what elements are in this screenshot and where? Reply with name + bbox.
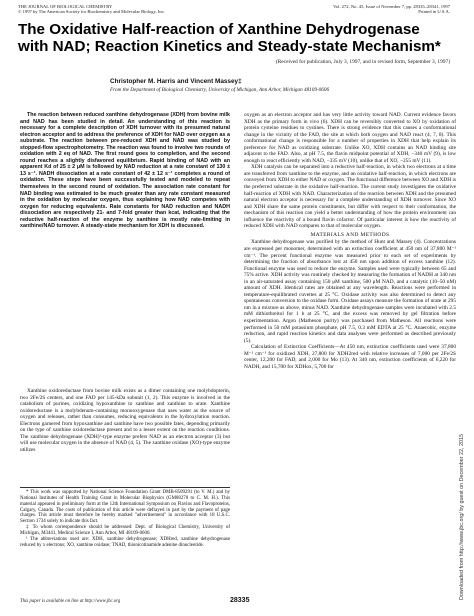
issue-info: Vol. 272, No. 45, Issue of November 7, pp. 28335–28341, 1997	[333, 4, 450, 9]
journal-header-left	[18, 4, 165, 15]
download-watermark	[459, 420, 469, 600]
abstract: The reaction between reduced xanthine dehydrogenase (XDH) from bovine milk and NAD has been studied in detail. An understanding of this reaction is necessary for a complete description of XDH turnover with its presumed natural electron acceptor and to address the preference of XDH for NAD over oxygen as a substrate. The reaction between pre-reduced XDH and NAD was studied by stopped-flow spectrophotometry. The reaction was found to involve two rounds of oxidation with 2 eq of NAD. The first round goes to completion, and the second round reaches a slightly disfavored equilibrium. Rapid binding of NAD with an apparent Kd of 25 ± 2 μM is followed by NAD reduction at a rate constant of 130 ± 13 s⁻¹. NADH dissociation at a rate constant of 42 ± 12 s⁻¹ completes a round of oxidation. These steps have been successfully tested and modeled to repeat themselves in the second round of oxidation. The association rate constant for NAD binding was estimated to be much greater than any rate constant measured in the oxidation by molecular oxygen, thus explaining how NAD competes with oxygen for reducing equivalents. Rate constants for NAD reduction and NADH dissociation are respectively 21- and 7-fold greater than kcat, indicating that the reductive half-reaction of the enzyme by xanthine is mostly rate-limiting in xanthine/NAD turnover. A steady-state mechanism for XDH is discussed.	[20, 112, 230, 230]
online-availability-note: This paper is available on line at http://www.jbc.org	[20, 599, 121, 604]
article-title: The Oxidative Half-reaction of Xanthine Dehydrogenase with NAD; Reaction Kinetics and Steady-state Mechanism*	[18, 21, 441, 55]
footnotes	[20, 490, 230, 548]
page-number: 28335	[230, 597, 250, 604]
author-affiliation: From the Department of Biological Chemistry, University of Michigan, Ann Arbor, Michigan 48109-0606	[110, 87, 330, 93]
journal-header-right	[333, 4, 450, 15]
author-list: Christopher M. Harris and Vincent Massey‡	[110, 78, 242, 85]
right-column	[244, 112, 456, 370]
printed-in: Printed in U.S.A.	[418, 9, 450, 15]
footnote-divider	[20, 487, 230, 488]
download-watermark-text[interactable]: Downloaded from http://www.jbc.org/ by guest on December 22, 2015	[459, 433, 465, 600]
journal-copyright: © 1997 by The American Society for Biochemistry and Molecular Biology, Inc.	[18, 9, 165, 15]
journal-name: THE JOURNAL OF BIOLOGICAL CHEMISTRY	[18, 4, 113, 9]
received-dates: (Received for publication, July 3, 1997, and in revised form, September 3, 1997)	[275, 59, 450, 65]
right-paragraph-2: XDH catalysis can be separated into a reductive half-reaction, in which two electrons at a time are transferred from xanthine to the enzyme, and an oxidative half-reaction, in which electrons are conveyed from XDH to either NAD or oxygen. The functional difference between XO and XDH is the preferred substrate in the oxidative half-reaction. The current study investigates the oxidative half-reaction of XDH with NAD. Characterization of the reaction between XDH and the presumed natural electron acceptor is necessary for a complete understanding of XDH turnover. Since XO and XDH share the same protein constituents, but differ with respect to their conformation, the mechanism of this reaction can yield a better understanding of how the protein environment can influence the reactivity of a bound flavin cofactor. Of particular interest is how the reactivity of reduced XDH with NAD compares to that of molecular oxygen.	[244, 164, 456, 230]
footnote-correspondence: ‡ To whom correspondence should be addressed: Dept. of Biological Chemistry, University of Michigan, M3441, Medical Science I, Ann Arbor, MI 48109-0606.	[20, 525, 230, 536]
methods-paragraph-1: Xanthine dehydrogenase was purified by the method of Hunt and Massey (4). Concentrations are expressed per monomer, determined with an extinction coefficient at 450 nm of 37,800 M⁻¹ cm⁻¹. The percent functional enzyme was measured prior to each set of experiments by determining the fraction of absorbance lost at 450 nm upon addition of excess xanthine (12). Functional enzyme was used to reduce the enzyme. Samples used were typically between 65 and 75% active. XDH activity was routinely checked by measuring the formation of NADH at 340 nm in an air-saturated assay containing 150 μM xanthine, 500 μM NAD, and a catalytic (10–50 nM) amount of XDH. Identical rates are obtained at any wavelength. Reactions were performed in temperature-equilibrated cuvettes at 25 °C. Oxidase activity was also determined to detect any spontaneous conversion to the oxidase form. Oxidase assays measure the formation of urate at 295 nm in a mixture as above, minus NAD. Xanthine dehydrogenase samples were incubated with 2.5 mM dithiothreitol for 1 h at 25 °C, and the excess was removed by gel filtration before experimentation. Argon (Matheson purity) was purchased from Matheson. All reactions were performed in 50 mM potassium phosphate, pH 7.5, 0.3 mM EDTA at 25 °C. Anaerobic, enzyme reduction, and rapid reaction kinetics and data analyses were performed as described previously (5).	[244, 239, 456, 344]
intro-paragraph: Xanthine oxidoreductase from bovine milk exists as a dimer containing one molybdopterin, two 2Fe/2S centers, and one FAD per 145-kDa subunit (1, 2). This enzyme is involved in the catabolism of purines, oxidizing hypoxanthine to xanthine and xanthine to urate. Xanthine oxidoreductase is a molybdenum-containing monooxygenase that uses water as the source of oxygen and releases, rather than consumes, reducing equivalents in the hydroxylation reaction. Electrons garnered from hypoxanthine and xanthine have two possible fates, depending primarily on the type of xanthine oxidoreductase present and to a lesser extent on the reaction conditions. The xanthine dehydrogenase (XDH)¹-type enzyme prefers NAD as an electron acceptor (3) but will use molecular oxygen in the absence of NAD (4, 5). The xanthine oxidase (XO)-type enzyme utilizes	[20, 388, 230, 453]
section-heading-methods: MATERIALS AND METHODS	[310, 231, 390, 238]
footnote-abbreviations: ¹ The abbreviations used are: XDH, xanthine dehydrogenase; XDHred, xanthine dehydrogenase reduced by x electrons; XO, xanthine oxidase; TNAD, thionicotinamide adenine dinucleotide.	[20, 536, 230, 548]
intro-left-column	[20, 388, 230, 453]
footnote-funding: * This work was supported by National Science Foundation Grant DMB-8509291 (to V. M.) and by National Institutes of Health Training Grant in Molecular Biophysics (GM08270 to C. M. H.). This material appeared in preliminary form at the 12th International Symposium on Flavins and Flavoproteins, Calgary, Canada. The costs of publication of this article were defrayed in part by the payment of page charges. This article must therefore be hereby marked "advertisement" in accordance with 18 U.S.C. Section 1734 solely to indicate this fact.	[20, 490, 230, 525]
methods-paragraph-2: Calculation of Extinction Coefficients—At 450 nm, extinction coefficients used were 37,800 M⁻¹ cm⁻¹ for oxidized XDH, 27,800 for XDH2red with relative increases of 7,000 per 2Fe/2S center, 12,200 for FAD, and 2,000 for Mo (13). At 340 nm, extinction coefficients of 6,220 for NADH, and 15,700 for XDHox, 5,700 for	[244, 344, 456, 370]
right-paragraph-1: oxygen as an electron acceptor and has very little activity toward NAD. Current evidence favors XDH as the primary form in vivo (6). XDH can be reversibly converted to XO by oxidation of protein cysteine residues to cystines. There is strong evidence that this causes a conformational change in the vicinity of the FAD, the site at which both oxygen and NAD react (4, 7, 8). This conformational change is responsible for a number of properties in XDH that help explain its preference for NAD as oxidizing substrate. Unlike XO, XDH contains an NAD binding site adjacent to the FAD. Also, at pH 7.5, the flavin midpoint potential of XDH, −340 mV (9), is low enough to react efficiently with NAD, −335 mV (10), unlike that of XO, −255 mV (11).	[244, 112, 456, 164]
